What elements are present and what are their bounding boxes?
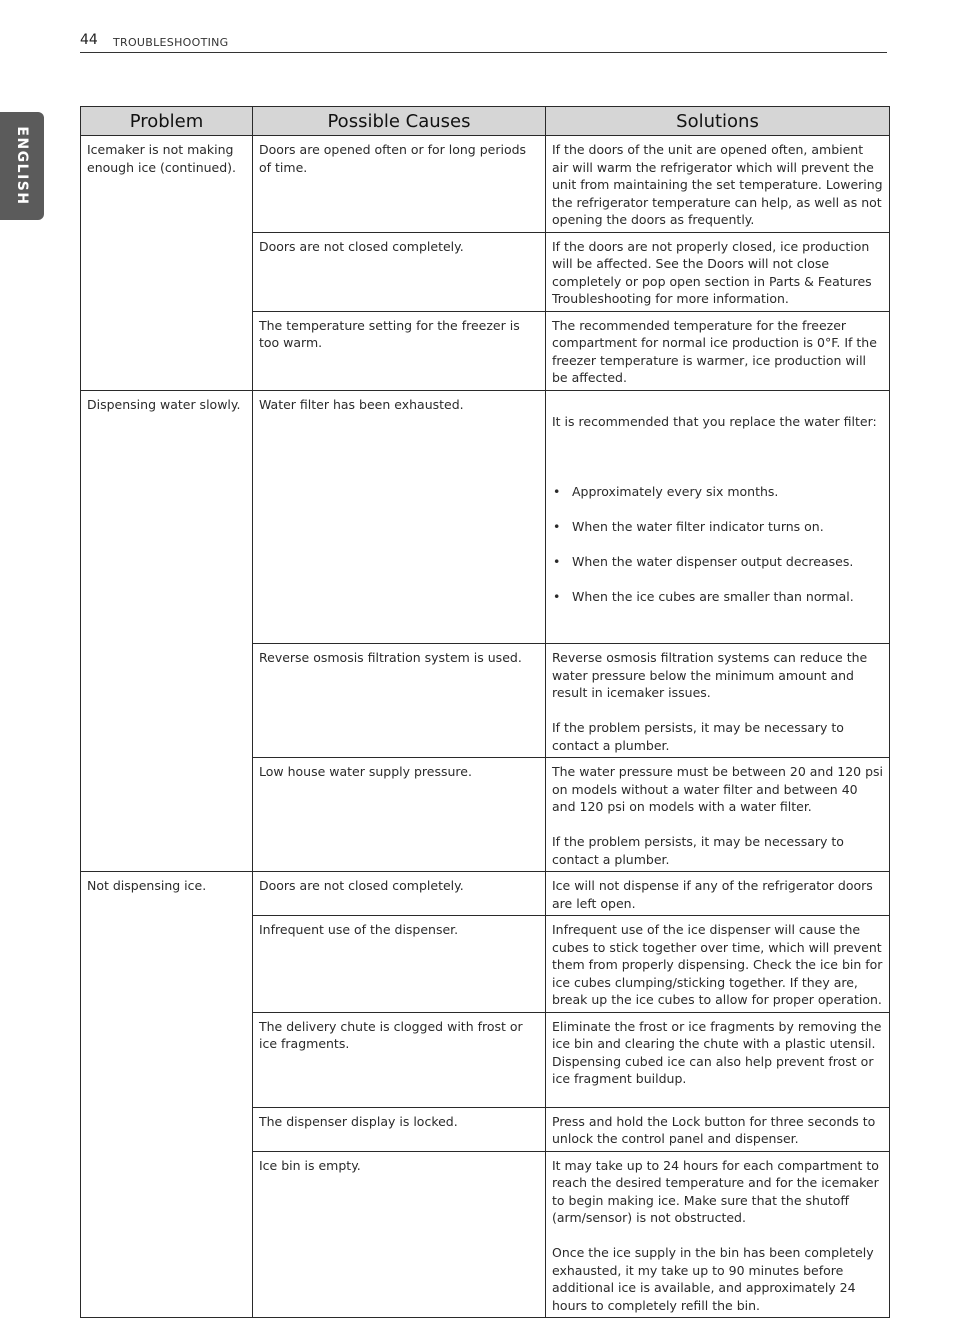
list-item: • When the water filter indicator turns on. bbox=[572, 518, 883, 536]
table-header-row bbox=[81, 107, 890, 136]
problem-cell: Icemaker is not making enough ice (continued). bbox=[81, 136, 253, 391]
solution-cell: If the doors are not properly closed, ice production will be affected. See the Doors will not close completely or pop open section in Parts & Features Troubleshooting for more information. bbox=[546, 232, 890, 311]
solution-bullet-list bbox=[552, 465, 883, 623]
solution-cell: The recommended temperature for the freezer compartment for normal ice production is 0°F. If the freezer temperature is warmer, ice production will be affected. bbox=[546, 311, 890, 390]
cause-cell: The delivery chute is clogged with frost or ice fragments. bbox=[253, 1012, 546, 1107]
solution-cell: Press and hold the Lock button for three seconds to unlock the control panel and dispenser. bbox=[546, 1107, 890, 1151]
cause-cell: The dispenser display is locked. bbox=[253, 1107, 546, 1151]
table-row bbox=[81, 872, 890, 916]
column-header-problem: Problem bbox=[81, 107, 253, 136]
cause-cell: Low house water supply pressure. bbox=[253, 758, 546, 872]
solution-cell: The water pressure must be between 20 and 120 psi on models without a water filter and between 40 and 120 psi on models with a water filter. If the problem persists, it may be necessary to contact a plumber. bbox=[546, 758, 890, 872]
cause-cell: Doors are not closed completely. bbox=[253, 232, 546, 311]
cause-cell: Doors are opened often or for long periods of time. bbox=[253, 136, 546, 233]
troubleshooting-table bbox=[80, 106, 890, 1318]
list-item: • When the ice cubes are smaller than normal. bbox=[572, 588, 883, 606]
solution-cell: Reverse osmosis filtration systems can reduce the water pressure below the minimum amount and result in icemaker issues. If the problem persists, it may be necessary to contact a plumber. bbox=[546, 644, 890, 758]
cause-cell: Reverse osmosis filtration system is used. bbox=[253, 644, 546, 758]
list-item: • Approximately every six months. bbox=[572, 483, 883, 501]
cause-cell: Water filter has been exhausted. bbox=[253, 390, 546, 644]
page-header bbox=[80, 32, 887, 53]
language-tab bbox=[0, 112, 44, 220]
cause-cell: The temperature setting for the freezer is too warm. bbox=[253, 311, 546, 390]
solution-cell: If the doors of the unit are opened often, ambient air will warm the refrigerator which will prevent the unit from maintaining the set temperature. Lowering the refrigerator temperature can help, as well as not opening the doors as frequently. bbox=[546, 136, 890, 233]
page-number: 44 bbox=[80, 32, 98, 48]
language-tab-label: ENGLISH bbox=[14, 126, 30, 206]
table-row bbox=[81, 390, 890, 644]
column-header-causes: Possible Causes bbox=[253, 107, 546, 136]
problem-cell: Not dispensing ice. bbox=[81, 872, 253, 1318]
column-header-solutions: Solutions bbox=[546, 107, 890, 136]
solution-intro: It is recommended that you replace the water filter: bbox=[552, 414, 877, 429]
problem-cell: Dispensing water slowly. bbox=[81, 390, 253, 872]
solution-cell: Ice will not dispense if any of the refrigerator doors are left open. bbox=[546, 872, 890, 916]
solution-cell: Eliminate the frost or ice fragments by removing the ice bin and clearing the chute with a plastic utensil. Dispensing cubed ice can also help prevent frost or ice fragment buildup. bbox=[546, 1012, 890, 1107]
solution-cell: It may take up to 24 hours for each compartment to reach the desired temperature and for the icemaker to begin making ice. Make sure that the shutoff (arm/sensor) is not obstructed. Once the ice supply in the bin has been completely exhausted, it my take up to 90 minutes before additional ice is available, and approximately 24 hours to completely refill the bin. bbox=[546, 1151, 890, 1318]
section-title: TROUBLESHOOTING bbox=[113, 36, 229, 49]
list-item: • When the water dispenser output decreases. bbox=[572, 553, 883, 571]
solution-cell: Infrequent use of the ice dispenser will cause the cubes to stick together over time, which will prevent them from properly dispensing. Check the ice bin for ice cubes clumping/sticking together. If they are, break up the ice cubes to allow for proper operation. bbox=[546, 916, 890, 1013]
cause-cell: Ice bin is empty. bbox=[253, 1151, 546, 1318]
cause-cell: Doors are not closed completely. bbox=[253, 872, 546, 916]
solution-cell bbox=[546, 390, 890, 644]
cause-cell: Infrequent use of the dispenser. bbox=[253, 916, 546, 1013]
table-row bbox=[81, 136, 890, 233]
